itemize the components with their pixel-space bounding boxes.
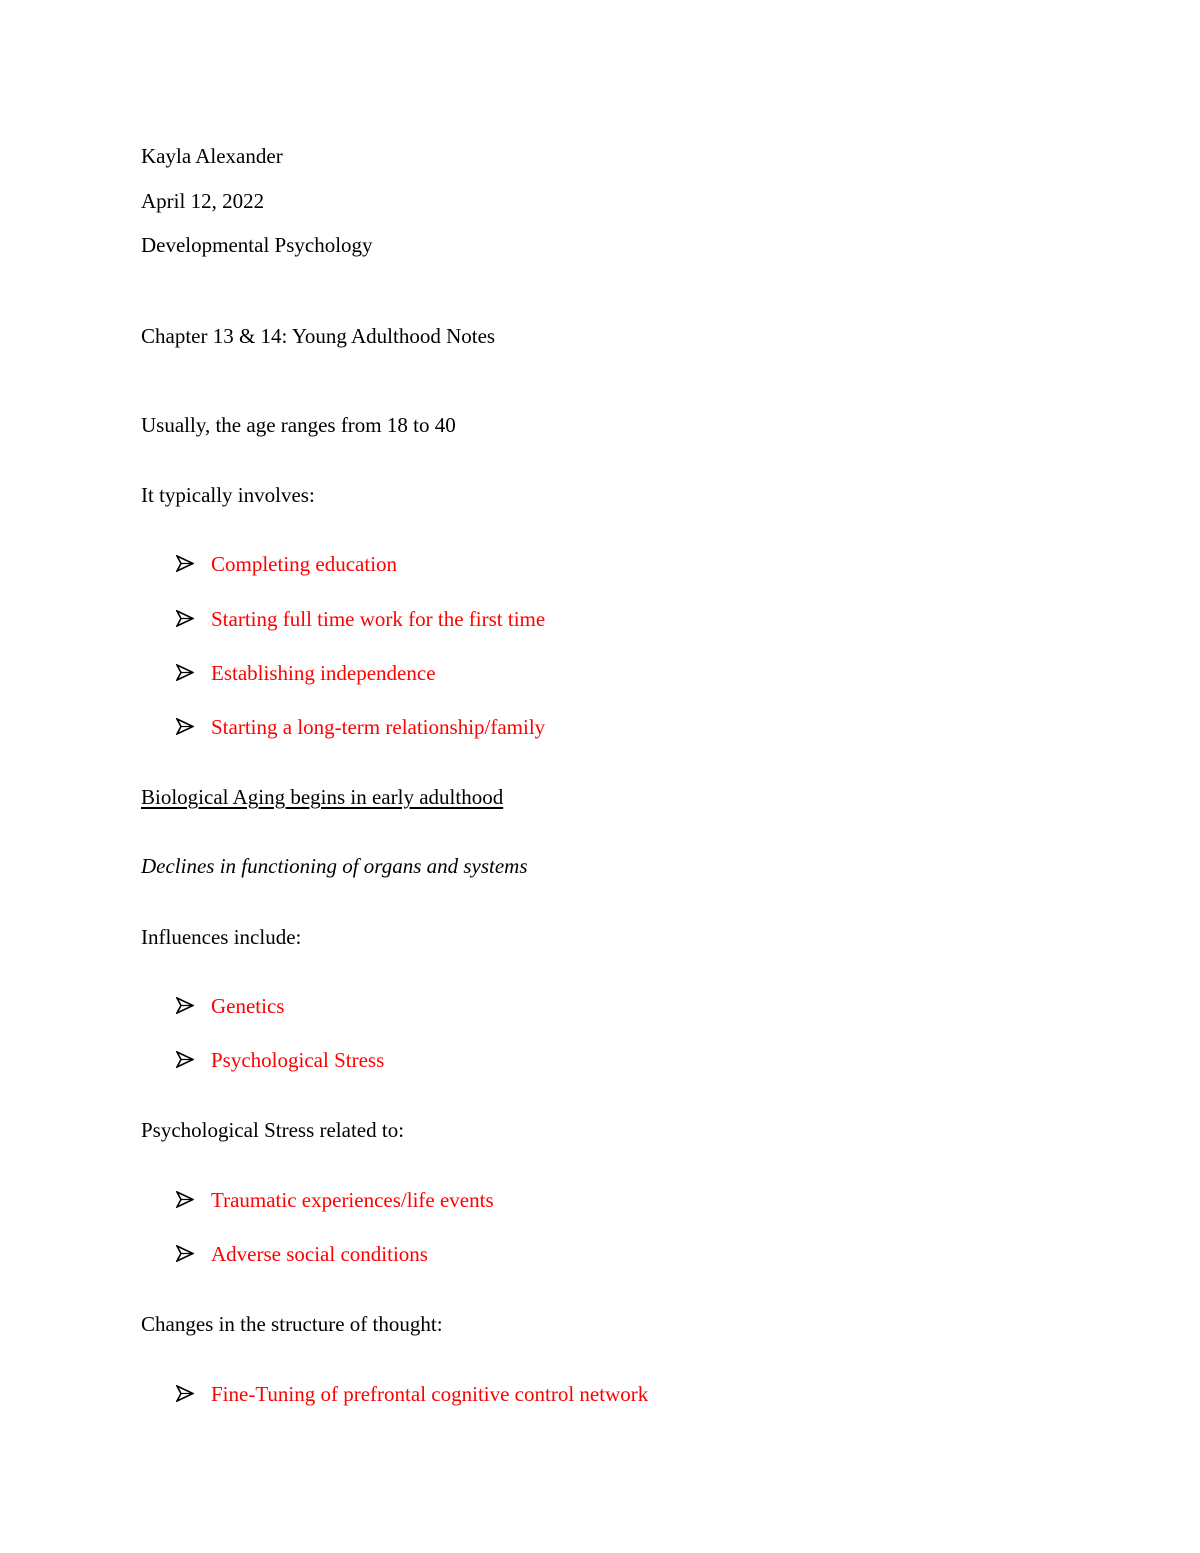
biological-aging-definition: Declines in functioning of organs and systems <box>141 854 528 878</box>
list-item: Starting full time work for the first time <box>211 607 546 631</box>
age-range-text: Usually, the age ranges from 18 to 40 <box>141 413 456 437</box>
arrowhead-bullet-icon <box>176 714 196 740</box>
list-item: Genetics <box>211 994 285 1018</box>
involves-label: It typically involves: <box>141 483 315 507</box>
arrowhead-bullet-icon <box>176 1187 196 1213</box>
list-item: Traumatic experiences/life events <box>211 1188 494 1212</box>
stress-label: Psychological Stress related to: <box>141 1118 405 1142</box>
course-name: Developmental Psychology <box>141 233 373 257</box>
document-date: April 12, 2022 <box>141 189 265 213</box>
influences-label: Influences include: <box>141 925 302 949</box>
arrowhead-bullet-icon <box>176 1241 196 1267</box>
list-item: Starting a long-term relationship/family <box>211 715 546 739</box>
list-item: Adverse social conditions <box>211 1242 428 1266</box>
list-item: Fine-Tuning of prefrontal cognitive control network <box>211 1382 649 1406</box>
author-name: Kayla Alexander <box>141 144 283 168</box>
arrowhead-bullet-icon <box>176 1047 196 1073</box>
arrowhead-bullet-icon <box>176 551 196 577</box>
arrowhead-bullet-icon <box>176 1381 196 1407</box>
arrowhead-bullet-icon <box>176 993 196 1019</box>
list-item: Establishing independence <box>211 661 436 685</box>
list-item: Psychological Stress <box>211 1048 385 1072</box>
arrowhead-bullet-icon <box>176 660 196 686</box>
arrowhead-bullet-icon <box>176 606 196 632</box>
page-title: Chapter 13 & 14: Young Adulthood Notes <box>141 324 496 348</box>
list-item: Completing education <box>211 552 398 576</box>
thought-label: Changes in the structure of thought: <box>141 1312 443 1336</box>
biological-aging-heading: Biological Aging begins in early adulthood <box>141 785 504 809</box>
